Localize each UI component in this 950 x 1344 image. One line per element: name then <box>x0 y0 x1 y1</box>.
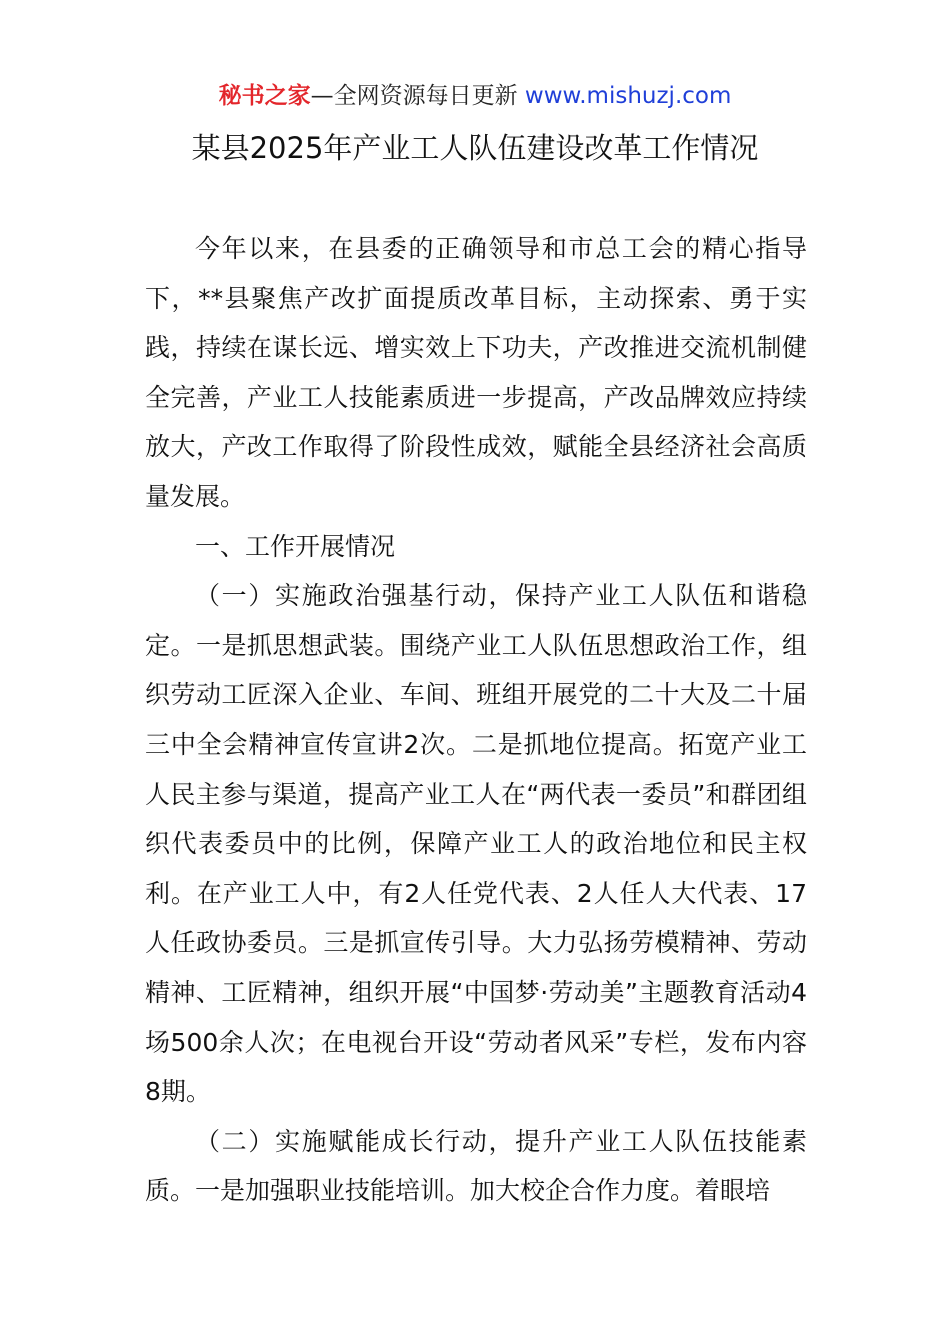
header-tagline: —全网资源每日更新 <box>310 83 518 109</box>
body-paragraph: （二）实施赋能成长行动，提升产业工人队伍技能素质。一是加强职业技能培训。加大校企合作力度。着眼培 <box>145 1126 807 1206</box>
site-url-link[interactable]: www.mishuzj.com <box>524 83 732 109</box>
document-body <box>145 224 807 1216</box>
intro-paragraph: 今年以来，在县委的正确领导和市总工会的精心指导下，**县聚焦产改扩面提质改革目标，主动探索、勇于实践，持续在谋长远、增实效上下功夫，产改推进交流机制健全完善，产业工人技能素质进一步提高，产改品牌效应持续放大，产改工作取得了阶段性成效，赋能全县经济社会高质量发展。 <box>145 234 807 511</box>
section-heading: 一、工作开展情况 <box>195 531 396 561</box>
brand-name: 秘书之家 <box>218 83 311 109</box>
body-paragraph: （一）实施政治强基行动，保持产业工人队伍和谐稳定。一是抓思想武装。围绕产业工人队伍思想政治工作，组织劳动工匠深入企业、车间、班组开展党的二十大及二十届三中全会精神宣传宣讲2次。二是抓地位提高。拓宽产业工人民主参与渠道，提高产业工人在“两代表一委员”和群团组织代表委员中的比例，保障产业工人的政治地位和民主权利。在产业工人中，有2人任党代表、2人任人大代表、17人任政协委员。三是抓宣传引导。大力弘扬劳模精神、劳动精神、工匠精神，组织开展“中国梦·劳动美”主题教育活动4场500余人次；在电视台开设“劳动者风采”专栏，发布内容8期。 <box>145 581 807 1107</box>
site-header <box>0 80 950 112</box>
document-title: 某县2025年产业工人队伍建设改革工作情况 <box>191 131 759 165</box>
